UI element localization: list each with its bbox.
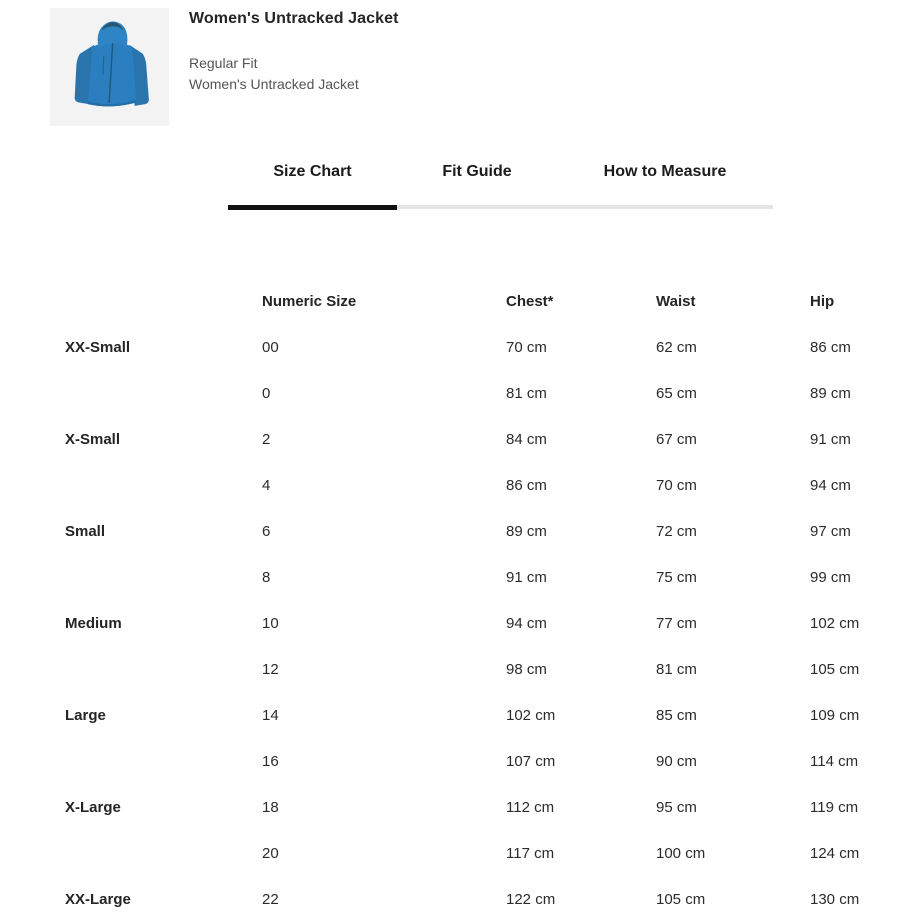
product-image <box>50 8 169 126</box>
measurement-cell: 109 cm <box>810 706 860 724</box>
measurement-cell: 81 cm <box>506 384 547 402</box>
measurement-cell: 00 <box>262 338 279 356</box>
measurement-cell: 84 cm <box>506 430 547 448</box>
tab-fit-guide[interactable]: Fit Guide <box>442 163 512 180</box>
measurement-cell: 102 cm <box>810 614 860 632</box>
size-label-cell: X-Small <box>65 430 121 448</box>
measurement-cell: 91 cm <box>810 430 851 448</box>
measurement-cell: 98 cm <box>506 660 547 678</box>
measurement-cell: 86 cm <box>810 338 851 356</box>
tab-row <box>228 157 773 187</box>
size-label-cell: Medium <box>65 614 122 632</box>
measurement-cell: 95 cm <box>656 798 697 816</box>
measurement-cell: 12 <box>262 660 279 678</box>
measurement-cell: 0 <box>262 384 271 402</box>
measurement-cell: 70 cm <box>656 476 697 494</box>
tab-underline-track <box>228 205 773 209</box>
tab-size-chart[interactable]: Size Chart <box>273 163 352 180</box>
measurement-cell: 22 <box>262 890 279 908</box>
measurement-cell: 70 cm <box>506 338 547 356</box>
tab-active-indicator <box>228 205 397 210</box>
measurement-cell: 89 cm <box>810 384 851 402</box>
column-header-numeric-size: Numeric Size <box>262 292 357 310</box>
size-chart-table <box>65 278 865 915</box>
size-label-cell: X-Large <box>65 798 121 816</box>
tab-bar <box>228 157 773 209</box>
measurement-cell: 75 cm <box>656 568 697 586</box>
product-fit-label: Regular Fit <box>189 55 258 71</box>
column-header-hip: Hip <box>810 292 835 310</box>
measurement-cell: 114 cm <box>810 752 859 770</box>
size-label-cell: XX-Large <box>65 890 131 908</box>
product-info <box>189 10 399 95</box>
measurement-cell: 122 cm <box>506 890 556 908</box>
measurement-cell: 10 <box>262 614 279 632</box>
measurement-cell: 16 <box>262 752 279 770</box>
measurement-cell: 90 cm <box>656 752 697 770</box>
measurement-cell: 117 cm <box>506 844 555 862</box>
measurement-cell: 105 cm <box>656 890 706 908</box>
measurement-cell: 100 cm <box>656 844 706 862</box>
product-subtitle <box>189 53 399 95</box>
measurement-cell: 94 cm <box>506 614 547 632</box>
measurement-cell: 107 cm <box>506 752 556 770</box>
measurement-cell: 4 <box>262 476 271 494</box>
measurement-cell: 62 cm <box>656 338 697 356</box>
size-label-cell: XX-Small <box>65 338 131 356</box>
measurement-cell: 102 cm <box>506 706 556 724</box>
column-header-waist: Waist <box>656 292 696 310</box>
measurement-cell: 91 cm <box>506 568 547 586</box>
measurement-cell: 65 cm <box>656 384 697 402</box>
product-name: Women's Untracked Jacket <box>189 76 359 92</box>
measurement-cell: 6 <box>262 522 271 540</box>
measurement-cell: 20 <box>262 844 279 862</box>
measurement-cell: 94 cm <box>810 476 851 494</box>
measurement-cell: 97 cm <box>810 522 851 540</box>
size-label-cell: Small <box>65 522 106 540</box>
measurement-cell: 105 cm <box>810 660 860 678</box>
measurement-cell: 81 cm <box>656 660 697 678</box>
measurement-cell: 77 cm <box>656 614 697 632</box>
size-label-cell: Large <box>65 706 106 724</box>
jacket-image <box>57 14 163 120</box>
measurement-cell: 18 <box>262 798 279 816</box>
measurement-cell: 8 <box>262 568 271 586</box>
measurement-cell: 112 cm <box>506 798 555 816</box>
measurement-cell: 14 <box>262 706 279 724</box>
measurement-cell: 124 cm <box>810 844 860 862</box>
tab-how-to-measure[interactable]: How to Measure <box>603 163 727 180</box>
measurement-cell: 85 cm <box>656 706 697 724</box>
measurement-cell: 2 <box>262 430 271 448</box>
measurement-cell: 67 cm <box>656 430 697 448</box>
measurement-cell: 130 cm <box>810 890 860 908</box>
measurement-cell: 119 cm <box>810 798 859 816</box>
measurement-cell: 86 cm <box>506 476 547 494</box>
product-title: Women's Untracked Jacket <box>189 10 399 27</box>
measurement-cell: 72 cm <box>656 522 697 540</box>
measurement-cell: 89 cm <box>506 522 547 540</box>
column-header-chest: Chest* <box>506 292 554 310</box>
measurement-cell: 99 cm <box>810 568 851 586</box>
